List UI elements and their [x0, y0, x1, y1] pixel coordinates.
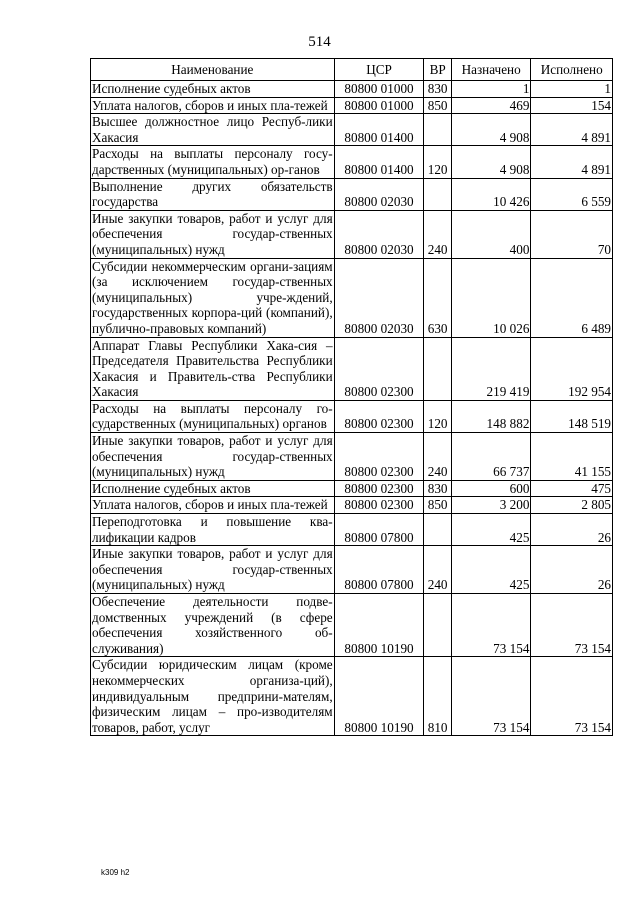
row-name: Расходы на выплаты персоналу го-сударственных (муниципальных) органов: [92, 400, 333, 432]
row-executed: 41 155: [531, 433, 613, 481]
row-executed: 26: [531, 514, 613, 546]
row-csr: 80800 02300: [334, 497, 424, 514]
row-vr: [424, 337, 452, 400]
row-executed: 73 154: [531, 594, 613, 657]
table-row: [91, 337, 613, 400]
row-vr: [424, 594, 452, 657]
row-executed: 154: [531, 97, 613, 114]
row-name: Обеспечение деятельности подве-домственных учреждений (в сфере обеспечения хозяйственного об-служивания): [92, 594, 333, 656]
row-vr: 850: [424, 497, 452, 514]
row-name: Расходы на выплаты персоналу госу-дарственных (муниципальных) ор-ганов: [92, 146, 333, 177]
table-row: [91, 433, 613, 481]
row-csr: 80800 02300: [334, 480, 424, 497]
table-row: [91, 514, 613, 546]
row-vr: [424, 114, 452, 146]
table-row: [91, 97, 613, 114]
row-vr: 240: [424, 546, 452, 594]
row-vr: 240: [424, 210, 452, 258]
header-row: [91, 59, 613, 81]
row-executed: 2 805: [531, 497, 613, 514]
table-row: [91, 657, 613, 736]
table-row: [91, 594, 613, 657]
table-row: [91, 400, 613, 432]
row-csr: 80800 02300: [334, 400, 424, 432]
row-assigned: 66 737: [451, 433, 531, 481]
row-executed: 475: [531, 480, 613, 497]
page-number: 514: [308, 34, 331, 50]
row-executed: 6 489: [531, 258, 613, 337]
footer-code: k309 h2: [101, 868, 130, 877]
row-name: Исполнение судебных актов: [91, 81, 335, 98]
row-vr: 850: [424, 97, 452, 114]
row-name: Уплата налогов, сборов и иных пла-тежей: [91, 97, 335, 114]
row-csr: 80800 02030: [334, 258, 424, 337]
budget-table: [90, 58, 613, 736]
row-assigned: 600: [451, 480, 531, 497]
row-assigned: 219 419: [451, 337, 531, 400]
row-executed: 4 891: [531, 114, 613, 146]
table-row: [91, 178, 613, 210]
row-name: Исполнение судебных актов: [91, 480, 335, 497]
row-executed: 148 519: [531, 400, 613, 432]
header-vr: ВР: [424, 59, 452, 81]
row-assigned: 469: [451, 97, 531, 114]
row-csr: 80800 02030: [334, 178, 424, 210]
header-name: Наименование: [91, 59, 335, 81]
row-name: Иные закупки товаров, работ и услуг для обеспечения государ-ственных (муниципальных) нужд: [92, 210, 333, 257]
table-row: [91, 258, 613, 337]
table-row: [91, 210, 613, 258]
row-assigned: 1: [451, 81, 531, 98]
table-row: [91, 480, 613, 497]
row-csr: 80800 10190: [334, 657, 424, 736]
row-name: Уплата налогов, сборов и иных пла-тежей: [91, 497, 335, 514]
row-assigned: 10 026: [451, 258, 531, 337]
row-vr: 240: [424, 433, 452, 481]
table-row: [91, 114, 613, 146]
row-name: Аппарат Главы Республики Хака-сия – Председателя Правительства Республики Хакасия и Правитель-ства Республики Хакасия: [92, 337, 333, 400]
row-csr: 80800 10190: [334, 594, 424, 657]
row-csr: 80800 01000: [334, 97, 424, 114]
row-executed: 6 559: [531, 178, 613, 210]
row-assigned: 148 882: [451, 400, 531, 432]
row-assigned: 425: [451, 546, 531, 594]
table-row: [91, 81, 613, 98]
table-body: [91, 81, 613, 736]
row-csr: 80800 01400: [334, 114, 424, 146]
table-header: [91, 59, 613, 81]
row-vr: 830: [424, 81, 452, 98]
header-csr: ЦСР: [334, 59, 424, 81]
table-row: [91, 497, 613, 514]
row-assigned: 73 154: [451, 594, 531, 657]
row-executed: 1: [531, 81, 613, 98]
row-executed: 4 891: [531, 146, 613, 178]
row-assigned: 400: [451, 210, 531, 258]
row-csr: 80800 02300: [334, 337, 424, 400]
row-assigned: 3 200: [451, 497, 531, 514]
row-name: Переподготовка и повышение ква-лификации кадров: [92, 514, 333, 545]
row-vr: [424, 178, 452, 210]
table-row: [91, 546, 613, 594]
row-executed: 73 154: [531, 657, 613, 736]
row-csr: 80800 01000: [334, 81, 424, 98]
row-vr: 830: [424, 480, 452, 497]
row-name: Высшее должностное лицо Респуб-лики Хакасия: [92, 114, 333, 145]
row-name: Субсидии юридическим лицам (кроме некоммерческих организа-ций), индивидуальным предприни-мателям, физическим лицам – про-изводителям товаров, работ, услуг: [92, 657, 333, 735]
header-assigned: Назначено: [451, 59, 531, 81]
row-assigned: 4 908: [451, 146, 531, 178]
row-vr: 810: [424, 657, 452, 736]
row-vr: 630: [424, 258, 452, 337]
row-assigned: 73 154: [451, 657, 531, 736]
row-csr: 80800 02300: [334, 433, 424, 481]
row-vr: [424, 514, 452, 546]
row-name: Выполнение других обязательств государства: [92, 178, 333, 210]
row-vr: 120: [424, 400, 452, 432]
row-executed: 70: [531, 210, 613, 258]
row-assigned: 10 426: [451, 178, 531, 210]
row-executed: 26: [531, 546, 613, 594]
row-vr: 120: [424, 146, 452, 178]
row-name: Иные закупки товаров, работ и услуг для обеспечения государ-ственных (муниципальных) нужд: [92, 433, 333, 480]
row-name: Иные закупки товаров, работ и услуг для обеспечения государ-ственных (муниципальных) нужд: [92, 546, 333, 593]
row-executed: 192 954: [531, 337, 613, 400]
row-csr: 80800 07800: [334, 514, 424, 546]
row-name: Субсидии некоммерческим органи-зациям (за исключением государ-ственных (муниципальных) учре-ждений, государственных корпора-ций (компаний), публично-правовых компаний): [92, 258, 333, 336]
row-csr: 80800 01400: [334, 146, 424, 178]
row-assigned: 425: [451, 514, 531, 546]
row-csr: 80800 07800: [334, 546, 424, 594]
row-csr: 80800 02030: [334, 210, 424, 258]
header-executed: Исполнено: [531, 59, 613, 81]
row-assigned: 4 908: [451, 114, 531, 146]
table-row: [91, 146, 613, 178]
